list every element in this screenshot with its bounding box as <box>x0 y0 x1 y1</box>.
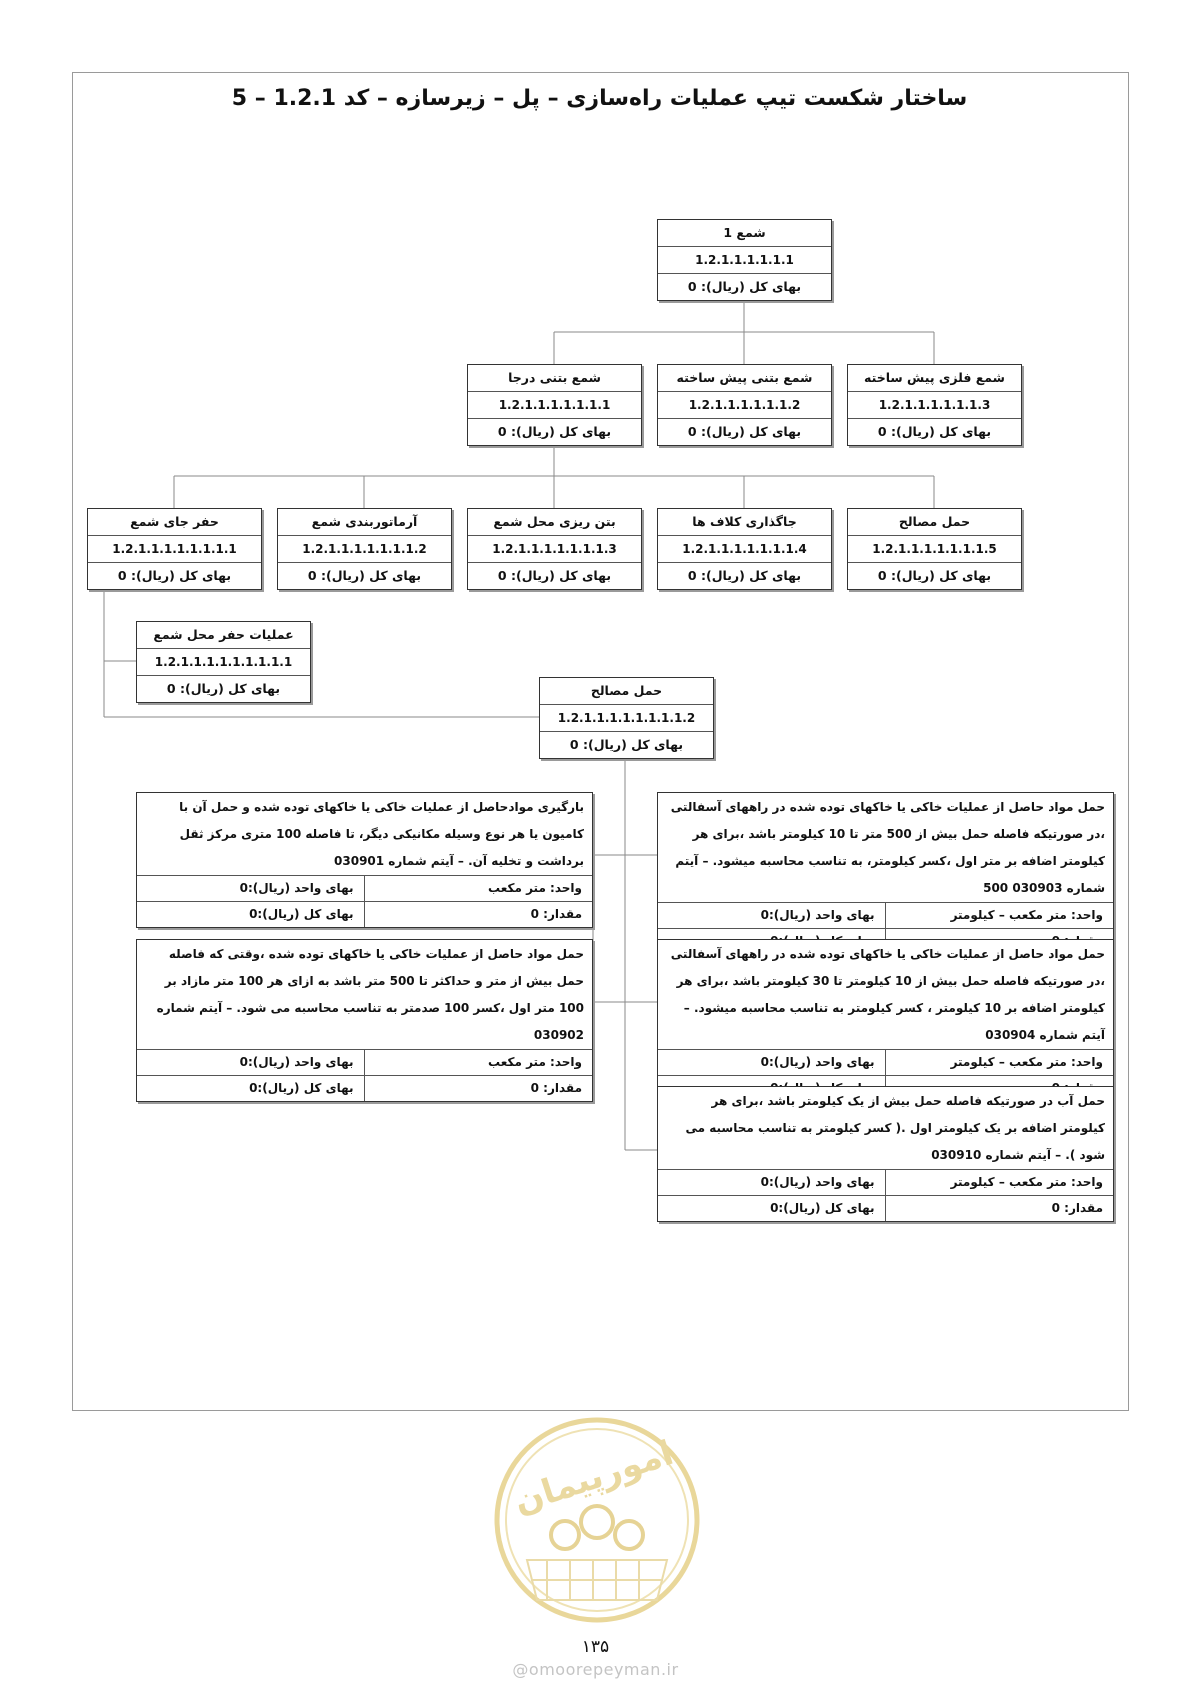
node-code: 1.2.1.1.1.1.1.1.3 <box>848 391 1021 418</box>
wbs-node-excavation-material-transport[interactable] <box>539 677 714 759</box>
wbs-node-precast-concrete-pile[interactable] <box>657 364 832 446</box>
item-quantity: مقدار: 0 <box>530 1081 582 1095</box>
site-watermark: @omoorepeyman.ir <box>512 1660 679 1679</box>
node-cost: بهای کل (ریال): 0 <box>848 562 1021 589</box>
item-unit-row <box>658 1049 1113 1075</box>
node-name: جاگذاری کلاف ها <box>692 514 797 529</box>
item-unit-price: بهای واحد (ریال):0 <box>658 1170 886 1195</box>
work-item-030910[interactable] <box>657 1086 1114 1222</box>
node-cost: بهای کل (ریال): 0 <box>137 675 310 702</box>
wbs-node-frame-placement[interactable] <box>657 508 832 590</box>
work-item-030904[interactable] <box>657 939 1114 1102</box>
node-cost: بهای کل (ریال): 0 <box>468 562 641 589</box>
work-item-030903[interactable] <box>657 792 1114 955</box>
work-item-030902[interactable] <box>136 939 593 1102</box>
omoorepeyman-seal-watermark <box>487 1410 707 1630</box>
item-unit-row <box>137 1049 592 1075</box>
node-name: شمع فلزی پیش ساخته <box>864 370 1005 385</box>
node-cost: بهای کل (ریال): 0 <box>658 418 831 445</box>
item-unit: واحد: متر مکعب – کیلومتر <box>950 1175 1103 1189</box>
node-cost: بهای کل (ریال): 0 <box>540 731 713 758</box>
item-description: حمل مواد حاصل از عملیات خاکی یا خاکهای توده شده در راههای آسفالتی ،در صورتیکه فاصله حمل بیش از 500 متر تا 10 کیلومتر باشد ،برای هر کیلومتر اضافه بر متر اول ،کسر کیلومتر، به تناسب محاسبه میشود. – آیتم شماره 030903 500 <box>670 800 1105 895</box>
node-name: حمل مصالح <box>898 514 971 529</box>
item-quantity: مقدار: 0 <box>1051 1201 1103 1215</box>
work-item-030901[interactable] <box>136 792 593 928</box>
item-quantity-row <box>137 1075 592 1101</box>
item-unit-price: بهای واحد (ریال):0 <box>137 876 365 901</box>
item-quantity: مقدار: 0 <box>530 907 582 921</box>
item-quantity-row <box>658 1195 1113 1221</box>
item-unit: واحد: متر مکعب – کیلومتر <box>950 908 1103 922</box>
wbs-node-pile-excavation[interactable] <box>87 508 262 590</box>
item-unit: واحد: متر مکعب <box>488 1055 582 1069</box>
item-unit-price: بهای واحد (ریال):0 <box>658 903 886 928</box>
page-title: ساختار شکست تیپ عملیات راه‌سازی – پل – زیرسازه – کد 1.2.1 – 5 <box>231 86 968 111</box>
item-description: حمل مواد حاصل از عملیات خاکی یا خاکهای توده شده در راههای آسفالتی ،در صورتیکه فاصله حمل بیش از 10 کیلومتر تا 30 کیلومتر باشد ،برای هر کیلومتر اضافه بر 10 کیلومتر ، کسر کیلومتر به تناسب محاسبه میشود. – آیتم شماره 030904 <box>670 947 1105 1042</box>
item-unit: واحد: متر مکعب <box>488 881 582 895</box>
item-total: بهای کل (ریال):0 <box>137 902 365 927</box>
node-name: شمع 1 <box>723 225 766 240</box>
node-code: 1.2.1.1.1.1.1.1.1.3 <box>468 535 641 562</box>
item-description: بارگیری موادحاصل از عملیات خاکی یا خاکهای توده شده و حمل آن با کامیون یا هر نوع وسیله مکانیکی دیگر، تا فاصله 100 متری مرکز ثقل برداشت و تخلیه آن. – آیتم شماره 030901 <box>179 800 584 868</box>
node-cost: بهای کل (ریال): 0 <box>468 418 641 445</box>
wbs-node-root[interactable] <box>657 219 832 301</box>
node-name: شمع بتنی درجا <box>508 370 601 385</box>
item-unit: واحد: متر مکعب – کیلومتر <box>950 1055 1103 1069</box>
node-code: 1.2.1.1.1.1.1.1.2 <box>658 391 831 418</box>
node-cost: بهای کل (ریال): 0 <box>658 562 831 589</box>
item-unit-row <box>658 1169 1113 1195</box>
node-code: 1.2.1.1.1.1.1.1.1.1.2 <box>540 704 713 731</box>
node-cost: بهای کل (ریال): 0 <box>88 562 261 589</box>
node-name: حفر جای شمع <box>130 514 219 529</box>
wbs-node-pile-concreting[interactable] <box>467 508 642 590</box>
node-name: بتن ریزی محل شمع <box>493 514 616 529</box>
node-code: 1.2.1.1.1.1.1.1.1.4 <box>658 535 831 562</box>
wbs-node-cast-in-place-pile[interactable] <box>467 364 642 446</box>
node-code: 1.2.1.1.1.1.1.1.1.1.1 <box>137 648 310 675</box>
item-unit-row <box>137 875 592 901</box>
item-description: حمل آب در صورتیکه فاصله حمل بیش از یک کیلومتر باشد ،برای هر کیلومتر اضافه بر یک کیلومتر اول .( کسر کیلومتر به تناسب محاسبه می شود ). – آیتم شماره 030910 <box>685 1094 1105 1162</box>
item-unit-row <box>658 902 1113 928</box>
node-name: حمل مصالح <box>590 683 663 698</box>
wbs-node-precast-steel-pile[interactable] <box>847 364 1022 446</box>
seal-text: امورپیمان <box>509 1433 679 1523</box>
item-quantity-row <box>137 901 592 927</box>
node-cost: بهای کل (ریال): 0 <box>278 562 451 589</box>
node-name: آرماتوربندی شمع <box>311 514 418 529</box>
item-unit-price: بهای واحد (ریال):0 <box>137 1050 365 1075</box>
item-total: بهای کل (ریال):0 <box>658 1196 886 1221</box>
node-code: 1.2.1.1.1.1.1.1.1.2 <box>278 535 451 562</box>
node-cost: بهای کل (ریال): 0 <box>848 418 1021 445</box>
node-code: 1.2.1.1.1.1.1.1.1.1 <box>88 535 261 562</box>
wbs-node-material-transport[interactable] <box>847 508 1022 590</box>
node-code: 1.2.1.1.1.1.1.1 <box>658 246 831 273</box>
node-cost: بهای کل (ریال): 0 <box>658 273 831 300</box>
node-name: شمع بتنی پیش ساخته <box>676 370 813 385</box>
wbs-node-pile-reinforcement[interactable] <box>277 508 452 590</box>
item-description: حمل مواد حاصل از عملیات خاکی یا خاکهای توده شده ،وقتی که فاصله حمل بیش از متر و حداکثر تا 500 متر باشد به ازای هر 100 متر مازاد بر 100 متر اول ،کسر 100 صدمتر به تناسب محاسبه می شود. – آیتم شماره 030902 <box>156 947 584 1042</box>
node-name: عملیات حفر محل شمع <box>153 627 294 642</box>
node-code: 1.2.1.1.1.1.1.1.1.5 <box>848 535 1021 562</box>
wbs-node-excavation-operations[interactable] <box>136 621 311 703</box>
item-unit-price: بهای واحد (ریال):0 <box>658 1050 886 1075</box>
page-number: ۱۳۵ <box>581 1637 610 1657</box>
node-code: 1.2.1.1.1.1.1.1.1 <box>468 391 641 418</box>
item-total: بهای کل (ریال):0 <box>137 1076 365 1101</box>
